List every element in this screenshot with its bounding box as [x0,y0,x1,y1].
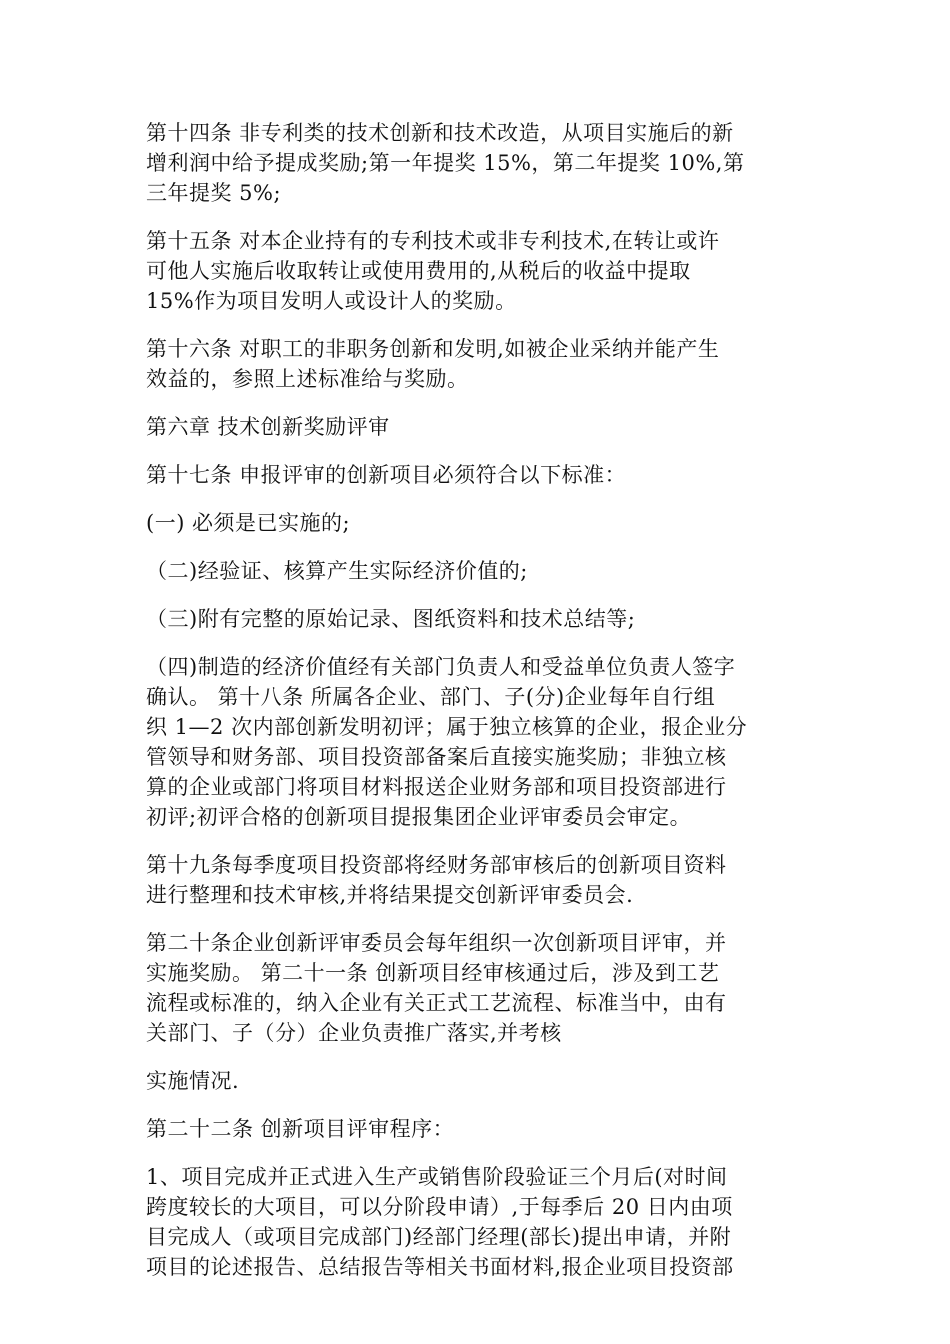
paragraph [146,652,818,832]
text-line: 关部门、子（分）企业负责推广落实,并考核 [146,1021,562,1045]
text-line: 第六章 技术创新奖励评审 [146,415,390,439]
text-line: 第二十条企业创新评审委员会每年组织一次创新项目评审，并 [146,931,727,955]
paragraph [146,604,818,634]
paragraph [146,928,818,1048]
text-line: 增利润中给予提成奖励;第一年提奖 15%，第二年提奖 10%,第 [146,151,745,175]
text-line: 织 1—2 次内部创新发明初评；属于独立核算的企业，报企业分 [146,715,748,739]
text-line: 可他人实施后收取转让或使用费用的,从税后的收益中提取 [146,259,691,283]
text-line: 第十九条每季度项目投资部将经财务部审核后的创新项目资料 [146,853,727,877]
text-line: 目完成人（或项目完成部门)经部门经理(部长)提出申请，并附 [146,1225,732,1249]
text-line: 管领导和财务部、项目投资部备案后直接实施奖励；非独立核 [146,745,727,769]
text-line: 15%作为项目发明人或设计人的奖励。 [146,289,517,313]
text-line: （二)经验证、核算产生实际经济价值的; [146,559,528,583]
text-line: 第十六条 对职工的非职务创新和发明,如被企业采纳并能产生 [146,337,720,361]
text-line: （三)附有完整的原始记录、图纸资料和技术总结等; [146,607,636,631]
text-line: 初评;初评合格的创新项目提报集团企业评审委员会审定。 [146,805,692,829]
text-line: 实施情况. [146,1069,240,1093]
text-line: （四)制造的经济价值经有关部门负责人和受益单位负责人签字 [146,655,736,679]
text-line: 第十四条 非专利类的技术创新和技术改造，从项目实施后的新 [146,121,734,145]
paragraph [146,460,818,490]
text-line: 效益的，参照上述标准给与奖励。 [146,367,469,391]
text-line: 三年提奖 5%; [146,181,282,205]
text-line: (一) 必须是已实施的; [146,511,351,535]
paragraph [146,1114,818,1144]
text-line: 1、项目完成并正式进入生产或销售阶段验证三个月后(对时间 [146,1165,728,1189]
text-line: 跨度较长的大项目，可以分阶段申请）,于每季后 20 日内由项 [146,1195,733,1219]
text-line: 实施奖励。 第二十一条 创新项目经审核通过后，涉及到工艺 [146,961,720,985]
paragraph [146,556,818,586]
paragraph [146,1066,818,1096]
text-line: 进行整理和技术审核,并将结果提交创新评审委员会. [146,883,634,907]
paragraph [146,226,818,316]
text-line: 第十七条 申报评审的创新项目必须符合以下标准： [146,463,627,487]
text-line: 第二十二条 创新项目评审程序： [146,1117,455,1141]
paragraph [146,334,818,394]
paragraph [146,508,818,538]
document-body [146,118,818,1300]
text-line: 流程或标准的，纳入企业有关正式工艺流程、标准当中，由有 [146,991,727,1015]
text-line: 确认。 第十八条 所属各企业、部门、子(分)企业每年自行组 [146,685,716,709]
text-line: 第十五条 对本企业持有的专利技术或非专利技术,在转让或许 [146,229,720,253]
paragraph [146,118,818,208]
text-line: 算的企业或部门将项目材料报送企业财务部和项目投资部进行 [146,775,727,799]
text-line: 项目的论述报告、总结报告等相关书面材料,报企业项目投资部 [146,1255,734,1279]
paragraph [146,412,818,442]
paragraph [146,1162,818,1282]
paragraph [146,850,818,910]
